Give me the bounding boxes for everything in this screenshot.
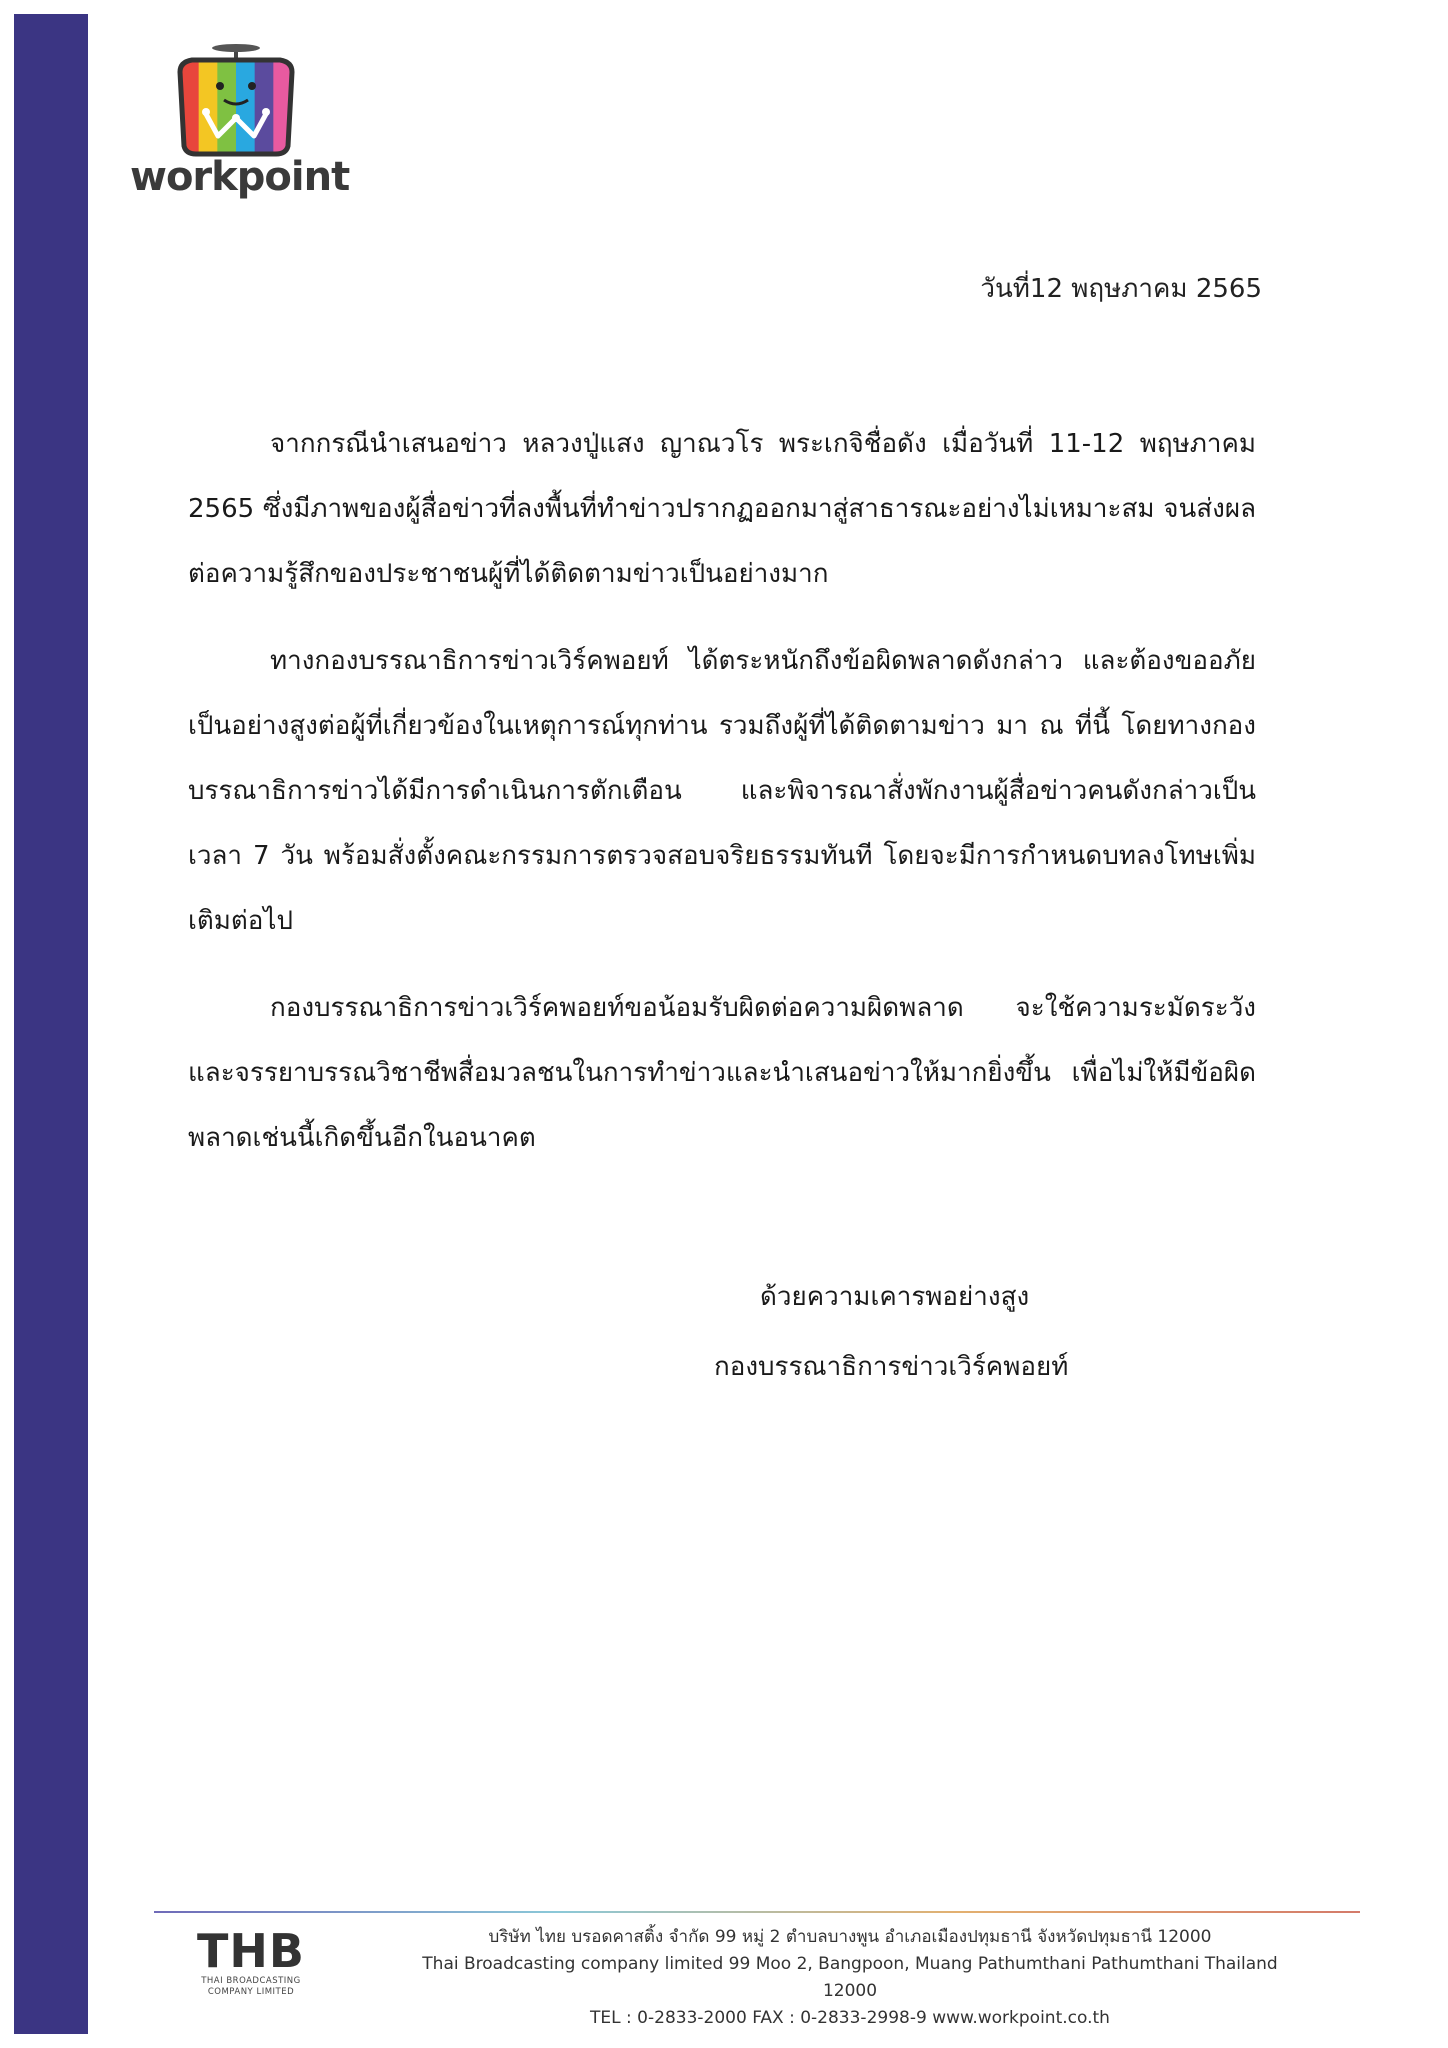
footer-divider: [154, 1911, 1360, 1913]
logo-stripe: [199, 60, 218, 156]
paragraph-3: กองบรรณาธิการข่าวเวิร์คพอยท์ขอน้อมรับผิดต่อความผิดพลาด จะใช้ความระมัดระวังและจรรยาบรรณวิชาชีพสื่อมวลชนในการทำข่าวและนำเสนอข่าวให้มากยิ่งขึ้น เพื่อไม่ให้มีข้อผิดพลาดเช่นนี้เกิดขึ้นอีกในอนาคต: [188, 993, 1256, 1153]
logo-stripe: [255, 60, 274, 156]
footer-address-en: Thai Broadcasting company limited 99 Moo 2, Bangpoon, Muang Pathumthani Pathumthani Thailand 12000: [422, 1954, 1278, 2001]
logo-stripe: [217, 60, 236, 156]
signatory: กองบรรณาธิการข่าวเวิร์คพอยท์: [714, 1352, 1069, 1382]
letter-body: [188, 412, 1256, 1193]
thb-logo-sub-2: COMPANY LIMITED: [207, 1987, 295, 1997]
workpoint-tv-mascot-icon: [166, 42, 306, 160]
closing-phrase: ด้วยความเคารพอย่างสูง: [760, 1282, 1030, 1312]
letter-date: วันที่12 พฤษภาคม 2565: [980, 274, 1262, 304]
footer-info: [410, 1924, 1290, 2032]
logo-wordmark: workpoint: [130, 154, 350, 200]
paragraph-1: จากกรณีนำเสนอข่าว หลวงปู่แสง ญาณวโร พระเกจิชื่อดัง เมื่อวันที่ 11-12 พฤษภาคม 2565 ซึ่งมีภาพของผู้สื่อข่าวที่ลงพื้นที่ทำข่าวปรากฏออกมาสู่สาธารณะอย่างไม่เหมาะสม จนส่งผลต่อความรู้สึกของประชาชนผู้ที่ได้ติดตามข่าวเป็นอย่างมาก: [188, 429, 1256, 589]
left-accent-bar: [14, 14, 88, 2034]
footer-contact: TEL : 0-2833-2000 FAX : 0-2833-2998-9 www.workpoint.co.th: [590, 2008, 1110, 2028]
logo-stripe: [236, 60, 255, 156]
workpoint-logo: [130, 42, 350, 202]
thb-logo-sub-1: THAI BROADCASTING: [201, 1976, 301, 1986]
footer-address-th: บริษัท ไทย บรอดคาสติ้ง จำกัด 99 หมู่ 2 ตำบลบางพูน อำเภอเมืองปทุมธานี จังหวัดปทุมธานี 12000: [488, 1927, 1212, 1947]
paragraph-2: ทางกองบรรณาธิการข่าวเวิร์คพอยท์ ได้ตระหนักถึงข้อผิดพลาดดังกล่าว และต้องขออภัยเป็นอย่างสูงต่อผู้ที่เกี่ยวข้องในเหตุการณ์ทุกท่าน รวมถึงผู้ที่ได้ติดตามข่าว มา ณ ที่นี้ โดยทางกองบรรณาธิการข่าวได้มีการดำเนินการตักเตือน และพิจารณาสั่งพักงานผู้สื่อข่าวคนดังกล่าวเป็นเวลา 7 วัน พร้อมสั่งตั้งคณะกรรมการตรวจสอบจริยธรรมทันที โดยจะมีการกำหนดบทลงโทษเพิ่มเติมต่อไป: [188, 646, 1256, 936]
thb-logo-mark: THB: [197, 1924, 305, 1978]
thb-logo: [186, 1926, 316, 1998]
